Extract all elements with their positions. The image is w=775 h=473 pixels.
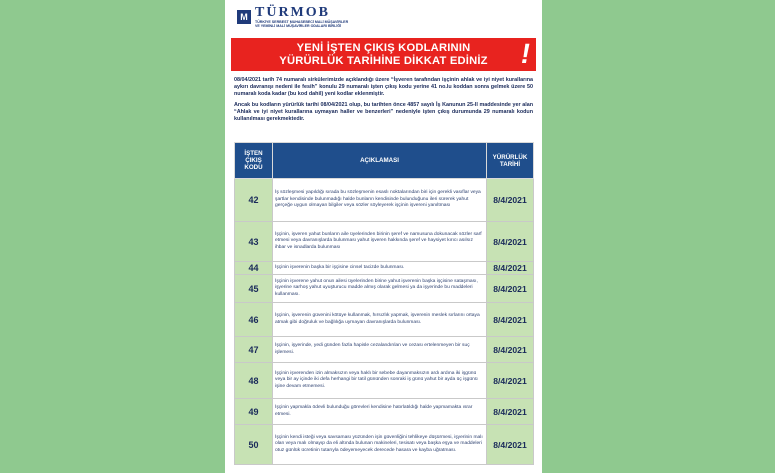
description-cell: İşçinin yapmakla ödevli bulunduğu görevleri kendisine hatırlatıldığı halde yapmamakta ısrar etmesi. (273, 399, 487, 425)
description-cell: İşçinin işverene yahut onun ailesi üyelerinden birine yahut işverenin başka işçisine sataşması, işyerine sarhoş yahut uyuşturucu madde almış olarak gelmesi ya da işyerinde bu maddeleri kullanması. (273, 275, 487, 303)
header-description: AÇIKLAMASI (273, 143, 487, 179)
banner-line-2: YÜRÜRLÜK TARİHİNE DİKKAT EDİNİZ (279, 54, 488, 67)
table-row (235, 179, 534, 222)
turmob-logo-icon: M (237, 10, 251, 24)
header-date: YÜRÜRLÜK TARİHİ (487, 143, 534, 179)
warning-banner (231, 38, 536, 71)
intro-paragraph-1: 08/04/2021 tarih 74 numaralı sirkülerimizde açıklandığı üzere “İşveren tarafından işçinin ahlak ve iyi niyet kurallarına aykırı davranışı nedeni ile fesih” konulu 29 numaralı işten çıkış kodu yerine 41 no.lu koddan sonra gelmek üzere 50 numaralı koda kadar (bu kod dahil) yeni kodlar eklenmiştir. (234, 77, 533, 97)
table-row (235, 222, 534, 262)
table-row (235, 399, 534, 425)
description-cell: İşçinin, işverenin güvenini kötüye kullanmak, hırsızlık yapmak, işverenin meslek sırlarını ortaya atmak gibi doğruluk ve bağlılığa uymayan davranışlarda bulunması. (273, 303, 487, 337)
code-cell: 50 (235, 425, 273, 465)
date-cell: 8/4/2021 (487, 275, 534, 303)
code-cell: 45 (235, 275, 273, 303)
header-code: İŞTEN ÇIKIŞ KODU (235, 143, 273, 179)
date-cell: 8/4/2021 (487, 262, 534, 275)
date-cell: 8/4/2021 (487, 303, 534, 337)
table-row (235, 337, 534, 363)
date-cell: 8/4/2021 (487, 363, 534, 399)
code-cell: 49 (235, 399, 273, 425)
exclamation-icon: ! (518, 38, 533, 69)
exit-codes-table (234, 142, 534, 465)
date-cell: 8/4/2021 (487, 425, 534, 465)
code-cell: 48 (235, 363, 273, 399)
code-cell: 46 (235, 303, 273, 337)
circular-document (225, 0, 542, 473)
description-cell: İşçinin kendi isteği veya savsaması yüzünden işin güvenliğini tehlikeye düşürmesi, işyerinin malı olan veya malı olmayıp da eli altında bulunan makineleri, tesisatı veya başka eşya ve maddeleri otuz günlük ücretinin tutarıyla ödeyemeyecek derecede hasara ve kayba uğratması. (273, 425, 487, 465)
date-cell: 8/4/2021 (487, 179, 534, 222)
logo-text (255, 6, 348, 29)
date-cell: 8/4/2021 (487, 222, 534, 262)
table-row (235, 363, 534, 399)
date-cell: 8/4/2021 (487, 337, 534, 363)
table-row (235, 303, 534, 337)
logo-subtitle-2: VE YEMİNLİ MALİ MÜŞAVİRLER ODALARI BİRLİĞİ (255, 24, 342, 28)
code-cell: 42 (235, 179, 273, 222)
banner-line-1: YENİ İŞTEN ÇIKIŞ KODLARININ (296, 41, 471, 54)
date-cell: 8/4/2021 (487, 399, 534, 425)
code-cell: 44 (235, 262, 273, 275)
code-cell: 43 (235, 222, 273, 262)
table-row (235, 425, 534, 465)
intro-paragraph-2: Ancak bu kodların yürürlük tarihi 08/04/2021 olup, bu tarihten önce 4857 sayılı İş Kanunun 25-II maddesinde yer alan “Ahlak ve iyi niyet kurallarına uymayan haller ve benzerleri” nedeniyle işten çıkış durumunda 29 numaralı kodun kullanılması gerekmektedir. (234, 101, 533, 122)
logo-name: TÜRMOB (255, 4, 330, 20)
table-row (235, 275, 534, 303)
table-row (235, 262, 534, 275)
header (225, 0, 542, 34)
code-cell: 47 (235, 337, 273, 363)
description-cell: İş sözleşmesi yapıldığı sırada bu sözleşmenin esaslı noktalarından biri için gerekli vasıflar veya şartlar kendisinde bulunmadığı halde bunların kendisinde bulunduğunu ileri sürerek yahut gerçeğe uygun olmayan bilgiler veya sözler söyleyerek işçinin işvereni yanıltması (273, 179, 487, 222)
logo-subtitle-1: TÜRKİYE SERBEST MUHASEBECİ MALİ MÜŞAVİRLER (255, 19, 349, 24)
description-cell: İşçinin, işyerinde, yedi günden fazla hapisle cezalandırılan ve cezası ertelenmeyen bir suç işlemesi. (273, 337, 487, 363)
description-cell: İşçinin, işveren yahut bunların aile üyelerinden birinin şeref ve namusuna dokunacak sözler sarf etmesi veya davranışlarda bulunması yahut işveren hakkında şeref ve haysiyet kırıcı asılsız ihbar ve isnadlarda bulunması (273, 222, 487, 262)
description-cell: İşçinin işverenin başka bir işçisine cinsel tacizde bulunması. (273, 262, 487, 275)
description-cell: İşçinin işverenden izin almaksızın veya haklı bir sebebe dayanmaksızın ardı ardına iki işgünü veya bir ay içinde iki defa herhangi bir tatil gününden sonraki iş günü yahut bir ayda üç işgünü işine devam etmemesi. (273, 363, 487, 399)
table-header-row (235, 143, 534, 179)
